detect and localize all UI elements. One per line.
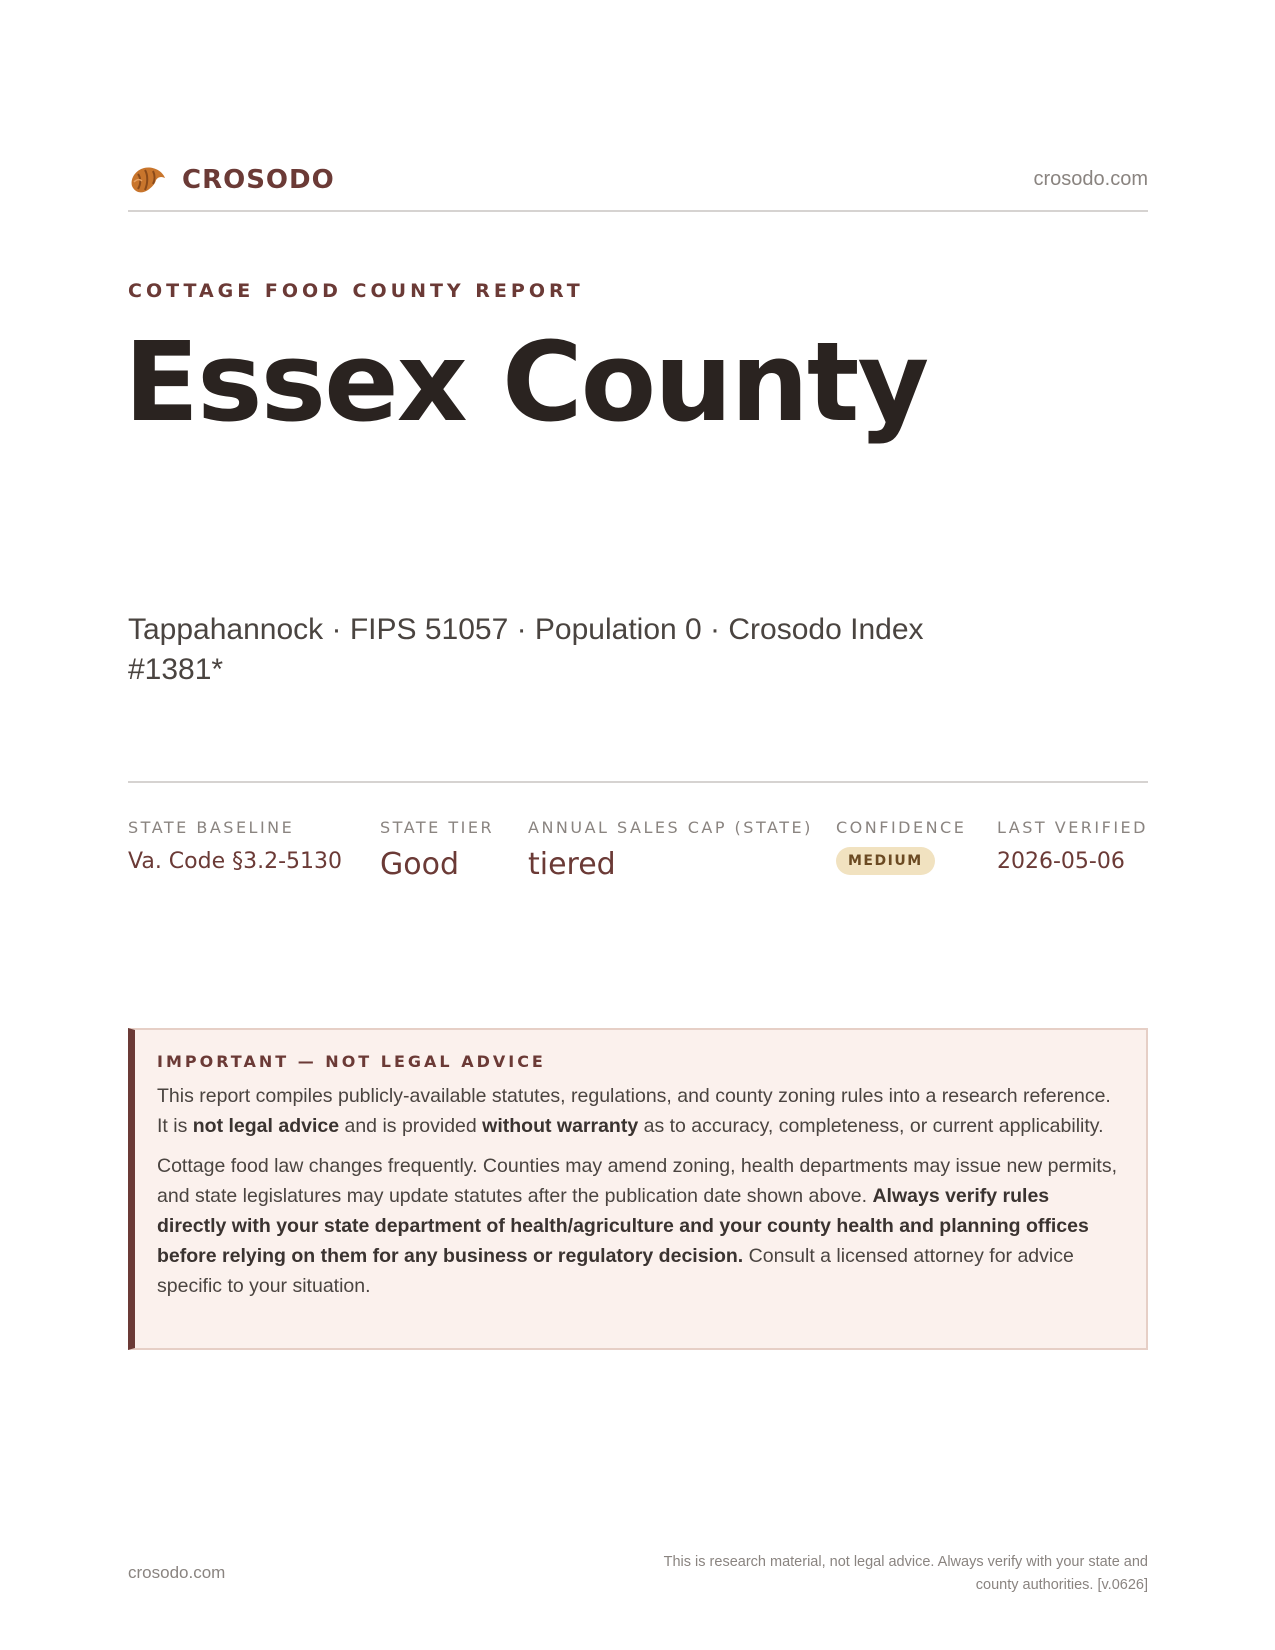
stat-label: STATE TIER — [380, 818, 495, 837]
notice-paragraph-2 — [157, 1151, 1120, 1301]
notice-text: Consult a licensed attorney for advice specific to your situation. — [157, 1245, 1074, 1297]
notice-title: IMPORTANT — NOT LEGAL ADVICE — [157, 1052, 546, 1071]
stat-confidence — [836, 818, 966, 875]
stats-divider — [128, 781, 1148, 783]
stat-value: tiered — [528, 847, 616, 882]
confidence-badge: MEDIUM — [836, 847, 935, 875]
stat-label: LAST VERIFIED — [997, 818, 1148, 837]
legal-notice — [128, 1028, 1148, 1350]
brand-name: CROSODO — [182, 165, 335, 195]
notice-bold-text: without warranty — [482, 1115, 639, 1137]
stat-value: Good — [380, 847, 459, 882]
brand[interactable] — [128, 160, 335, 200]
stat-state-tier — [380, 818, 494, 882]
page-header — [128, 160, 1148, 212]
notice-text: and is provided — [339, 1115, 483, 1137]
notice-text: as to accuracy, completeness, or current applicability. — [638, 1115, 1104, 1137]
footer-disclaimer: This is research material, not legal advice. Always verify with your state and county authorities. [v.0626] — [663, 1554, 1148, 1593]
notice-paragraph-1 — [157, 1081, 1120, 1141]
stat-value: Va. Code §3.2-5130 — [128, 849, 343, 874]
notice-text: Cottage food law changes frequently. Counties may amend zoning, health departments may issue new permits, and state legislatures may update statutes after the publication date shown above. — [157, 1155, 1117, 1207]
stat-label: CONFIDENCE — [836, 818, 967, 837]
stat-label: ANNUAL SALES CAP (STATE) — [528, 818, 813, 837]
report-page — [124, 0, 1148, 1650]
notice-text: This report compiles publicly-available statutes, regulations, and county zoning rules into a research reference. It is — [157, 1085, 1111, 1137]
footer-site-url[interactable]: crosodo.com — [128, 1563, 226, 1582]
header-site-url[interactable]: crosodo.com — [1033, 168, 1148, 190]
county-subtitle: Tappahannock · FIPS 51057 · Population 0 · Crosodo Index #1381* — [128, 613, 924, 686]
stat-state-baseline — [128, 818, 342, 874]
stat-value: 2026-05-06 — [997, 849, 1125, 874]
stat-label: STATE BASELINE — [128, 818, 295, 837]
report-eyebrow: COTTAGE FOOD COUNTY REPORT — [128, 280, 584, 302]
notice-bold-text: Always verify rules directly with your state department of health/agriculture and your county health and planning offices before relying on them for any business or regulatory decision. — [157, 1185, 1089, 1267]
county-title: Essex County — [124, 318, 928, 446]
croissant-icon — [128, 160, 168, 200]
notice-bold-text: not legal advice — [192, 1115, 340, 1137]
stat-annual-sales-cap — [528, 818, 813, 882]
stat-last-verified — [997, 818, 1148, 874]
